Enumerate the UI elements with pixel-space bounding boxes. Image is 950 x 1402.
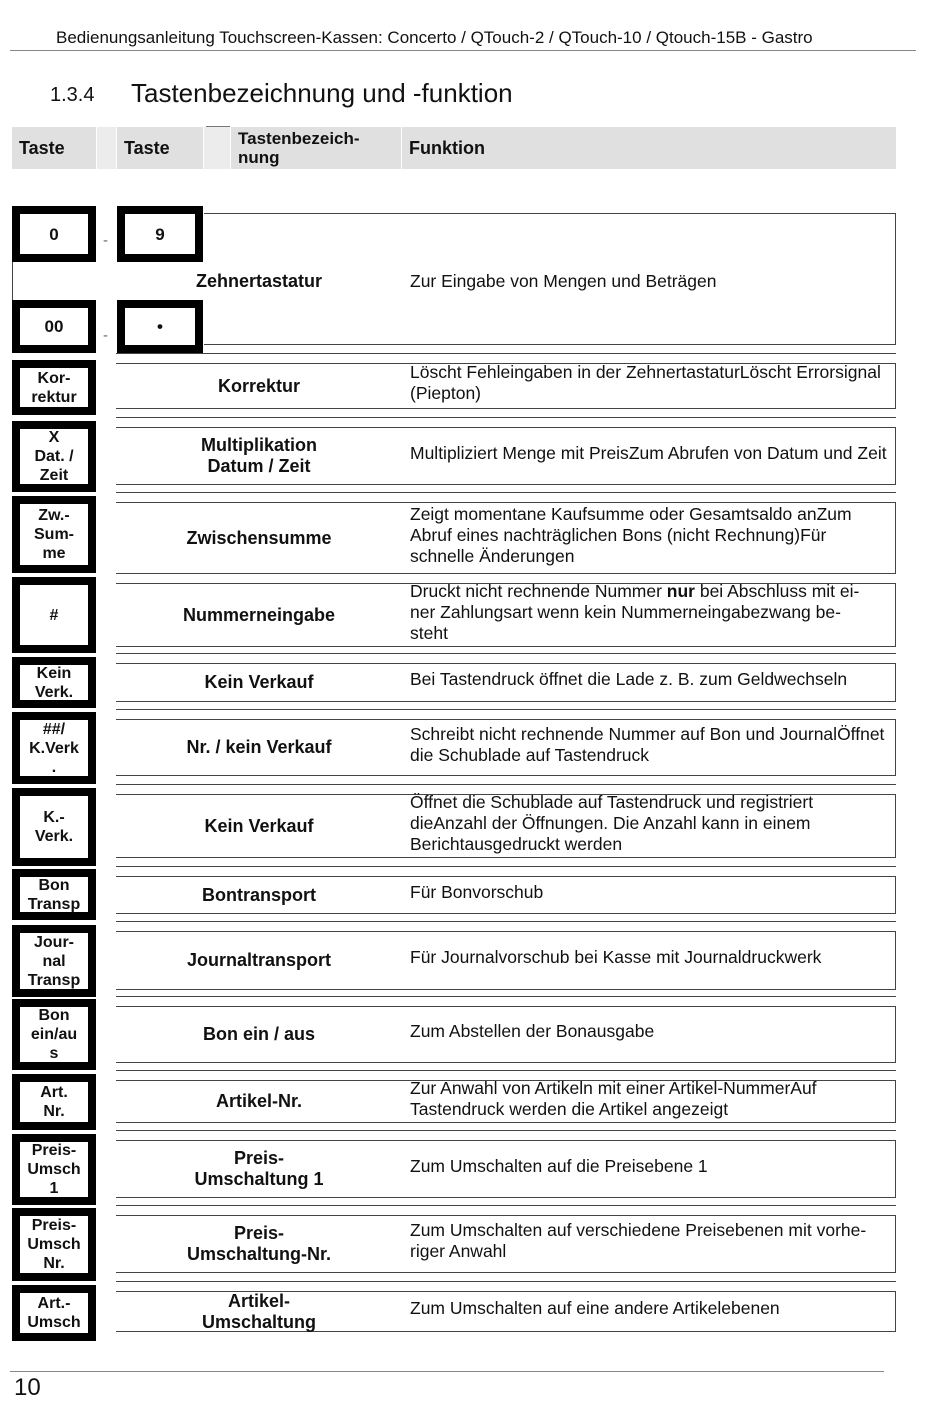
range-dash: - xyxy=(103,232,108,249)
row-top-rule xyxy=(116,709,896,710)
key-function xyxy=(410,577,888,647)
key-name-zehnertastatur: Zehnertastatur xyxy=(195,270,323,291)
key-function xyxy=(410,713,888,776)
key-function xyxy=(410,1000,888,1063)
function-text: Zur Eingabe von Mengen und Beträgen xyxy=(410,270,717,291)
row-top-rule xyxy=(116,653,896,654)
key-name: Zwischensumme xyxy=(186,527,332,548)
key-function xyxy=(410,1074,888,1123)
key-nr-kein-verkauf xyxy=(12,712,96,784)
function-text-block xyxy=(410,669,847,690)
key-zwischensumme xyxy=(12,496,96,573)
function-line: Öffnet die Schublade auf Tastendruck und registriert die xyxy=(410,791,814,833)
section-number: 1.3.4 xyxy=(50,84,95,106)
function-text-block xyxy=(410,947,821,968)
function-text-block xyxy=(410,882,543,903)
function-line: Auf Tastendruck werden die Artikel angezeigt xyxy=(410,1077,817,1119)
row-top-rule xyxy=(116,1070,896,1071)
function-line: Zum Abruf eines nachträglichen Bons (nicht Rechnung) xyxy=(410,503,852,545)
key-kein-verkauf xyxy=(12,788,96,866)
key-name: Nummerneingabe xyxy=(182,604,336,625)
key-name: Bon ein / aus xyxy=(202,1024,316,1044)
header-spacer xyxy=(97,127,116,169)
row-top-rule xyxy=(116,866,896,867)
function-line xyxy=(410,581,859,643)
key-name: Bontransport xyxy=(202,884,316,905)
key-journaltransport xyxy=(12,925,96,997)
function-line: Zum Abstellen der Bonausgabe xyxy=(410,1021,655,1041)
function-line: Zum Umschalten auf eine andere Artikelebenen xyxy=(410,1298,780,1318)
function-line: Löscht Fehleingaben in der Zehnertastatur xyxy=(410,362,740,382)
column-header-name: Tastenbezeich- nung xyxy=(231,127,401,169)
row-top-rule xyxy=(116,353,896,354)
key-label: 00 xyxy=(19,307,89,346)
function-text-block xyxy=(410,1021,654,1042)
row-top-rule xyxy=(116,921,896,922)
key-0 xyxy=(12,206,96,262)
key-label: # xyxy=(19,584,89,646)
function-text-block xyxy=(410,581,859,644)
function-line: Zeigt momentane Kaufsumme oder Gesamtsaldo an xyxy=(410,503,817,524)
key-name: Multiplikation Datum / Zeit xyxy=(201,435,317,476)
key-label: Zw.- Sum- me xyxy=(19,503,89,566)
footer-divider xyxy=(10,1371,884,1372)
row-top-rule xyxy=(116,573,896,574)
key-function xyxy=(410,788,888,858)
function-line: Für Bonvorschub xyxy=(410,881,544,902)
key-label: Preis- Umsch 1 xyxy=(19,1141,89,1198)
function-text-block xyxy=(410,1078,888,1120)
function-line: Zur Anwahl von Artikeln mit einer Artikel-Nummer xyxy=(410,1077,791,1098)
key-label: Jour- nal Transp xyxy=(19,932,89,990)
function-line: Schreibt nicht rechnende Nummer auf Bon und Journal xyxy=(410,723,838,744)
key-bontransport xyxy=(12,869,96,920)
row-top-rule xyxy=(116,1130,896,1131)
function-line: Anzahl der Öffnungen. Die Anzahl kann in einem Bericht xyxy=(410,812,811,854)
row-top-rule xyxy=(116,996,896,997)
key-name: Preis- Umschaltung 1 xyxy=(194,1148,324,1189)
key-function xyxy=(410,1285,888,1332)
key-00 xyxy=(12,300,96,353)
key-label: Art. Nr. xyxy=(19,1081,89,1123)
key-preis-umschaltung-1 xyxy=(12,1134,96,1205)
function-text-block xyxy=(410,1156,708,1177)
header-divider xyxy=(206,126,230,127)
row-top-rule xyxy=(116,492,896,493)
key-9 xyxy=(117,206,203,262)
header-divider xyxy=(10,50,916,51)
key-function xyxy=(410,1209,888,1273)
key-multiplikation-datum-zeit xyxy=(12,421,96,492)
function-line: Bei Tastendruck öffnet die Lade z. B. zum Geldwechseln xyxy=(410,669,848,689)
section-title: Tastenbezeichnung und -funktion xyxy=(131,78,513,108)
function-line: Zum Umschalten auf die Preisebene 1 xyxy=(410,1155,708,1176)
function-text: Druckt nicht rechnende Nummer xyxy=(410,580,667,601)
function-text-block xyxy=(410,724,888,766)
function-emphasis: nur xyxy=(666,580,695,601)
key-kein-verkauf xyxy=(12,657,96,708)
function-line: Zum Umschalten auf verschiedene Preisebenen mit vorhe- xyxy=(410,1220,867,1240)
column-header-taste-2: Taste xyxy=(117,127,203,169)
key-decimal-point xyxy=(117,300,203,353)
function-line: Für Journalvorschub bei Kasse mit Journaldruckwerk xyxy=(410,947,822,967)
column-header-function: Funktion xyxy=(402,127,896,169)
range-dash: - xyxy=(103,327,108,344)
key-preis-umschaltung-nr xyxy=(12,1208,96,1281)
row-top-rule xyxy=(116,784,896,785)
key-function-zehnertastatur xyxy=(410,262,888,300)
key-name: Journaltransport xyxy=(186,950,332,970)
function-line: Öffnet die Schublade auf Tastendruck xyxy=(410,723,885,765)
key-label: Kein Verk. xyxy=(19,664,89,701)
key-label: Preis- Umsch Nr. xyxy=(19,1215,89,1274)
key-label: Art.- Umsch xyxy=(19,1292,89,1334)
key-nummerneingabe xyxy=(12,577,96,653)
function-text: bei Abschluss mit ei- ner Zahlungsart wenn kein Nummerneingabezwang be- steht xyxy=(410,580,860,643)
key-name: Preis- Umschaltung-Nr. xyxy=(186,1223,332,1264)
column-header-taste-1: Taste xyxy=(12,127,96,169)
key-label: Bon Transp xyxy=(19,876,89,913)
key-name: Kein Verkauf xyxy=(204,815,314,836)
key-korrektur xyxy=(12,360,96,415)
function-text-block xyxy=(410,1220,888,1262)
function-line: Zum Abrufen von Datum und Zeit xyxy=(628,442,887,463)
page-header: Bedienungsanleitung Touchscreen-Kassen: Concerto / QTouch-2 / QTouch-10 / Qtouch-15B - Gastro xyxy=(56,28,813,47)
key-name: Kein Verkauf xyxy=(204,672,314,692)
key-function xyxy=(410,1134,888,1198)
page-number: 10 xyxy=(14,1374,41,1401)
key-artikel-nr xyxy=(12,1074,96,1130)
key-label: Bon ein/au s xyxy=(19,1006,89,1063)
key-label: Kor- rektur xyxy=(19,367,89,408)
key-label: K.- Verk. xyxy=(19,795,89,859)
function-line: Löscht Errorsignal (Piepton) xyxy=(410,362,881,403)
key-function xyxy=(410,657,888,702)
row-top-rule xyxy=(116,1205,896,1206)
function-line: Multipliziert Menge mit Preis xyxy=(410,442,629,463)
key-name: Artikel- Umschaltung xyxy=(201,1290,316,1332)
function-line: ausgedruckt werden xyxy=(464,833,623,854)
key-label: X Dat. / Zeit xyxy=(19,428,89,485)
key-artikel-umschaltung xyxy=(12,1285,96,1341)
row-top-rule xyxy=(116,417,896,418)
function-text-block xyxy=(410,1298,780,1319)
key-name: Nr. / kein Verkauf xyxy=(186,737,332,757)
key-name: Korrektur xyxy=(217,375,301,396)
key-function xyxy=(410,357,888,409)
key-label: ##/ K.Verk . xyxy=(19,719,89,777)
key-label: • xyxy=(124,307,196,346)
key-function xyxy=(410,496,888,574)
function-line: riger Anwahl xyxy=(410,1241,507,1261)
function-text-block xyxy=(410,362,888,404)
key-label: 9 xyxy=(124,213,196,255)
key-function xyxy=(410,925,888,990)
header-spacer xyxy=(204,127,230,169)
key-function xyxy=(410,870,888,914)
key-bon-ein-aus xyxy=(12,999,96,1070)
function-text-block xyxy=(410,792,888,855)
key-function xyxy=(410,421,888,485)
function-text-block xyxy=(410,443,887,464)
key-name: Artikel-Nr. xyxy=(215,1091,303,1111)
row-rule xyxy=(12,262,15,300)
row-top-rule xyxy=(116,1281,896,1282)
function-line: Für schnelle Änderungen xyxy=(410,524,827,566)
function-text-block xyxy=(410,504,888,567)
key-label: 0 xyxy=(19,213,89,255)
